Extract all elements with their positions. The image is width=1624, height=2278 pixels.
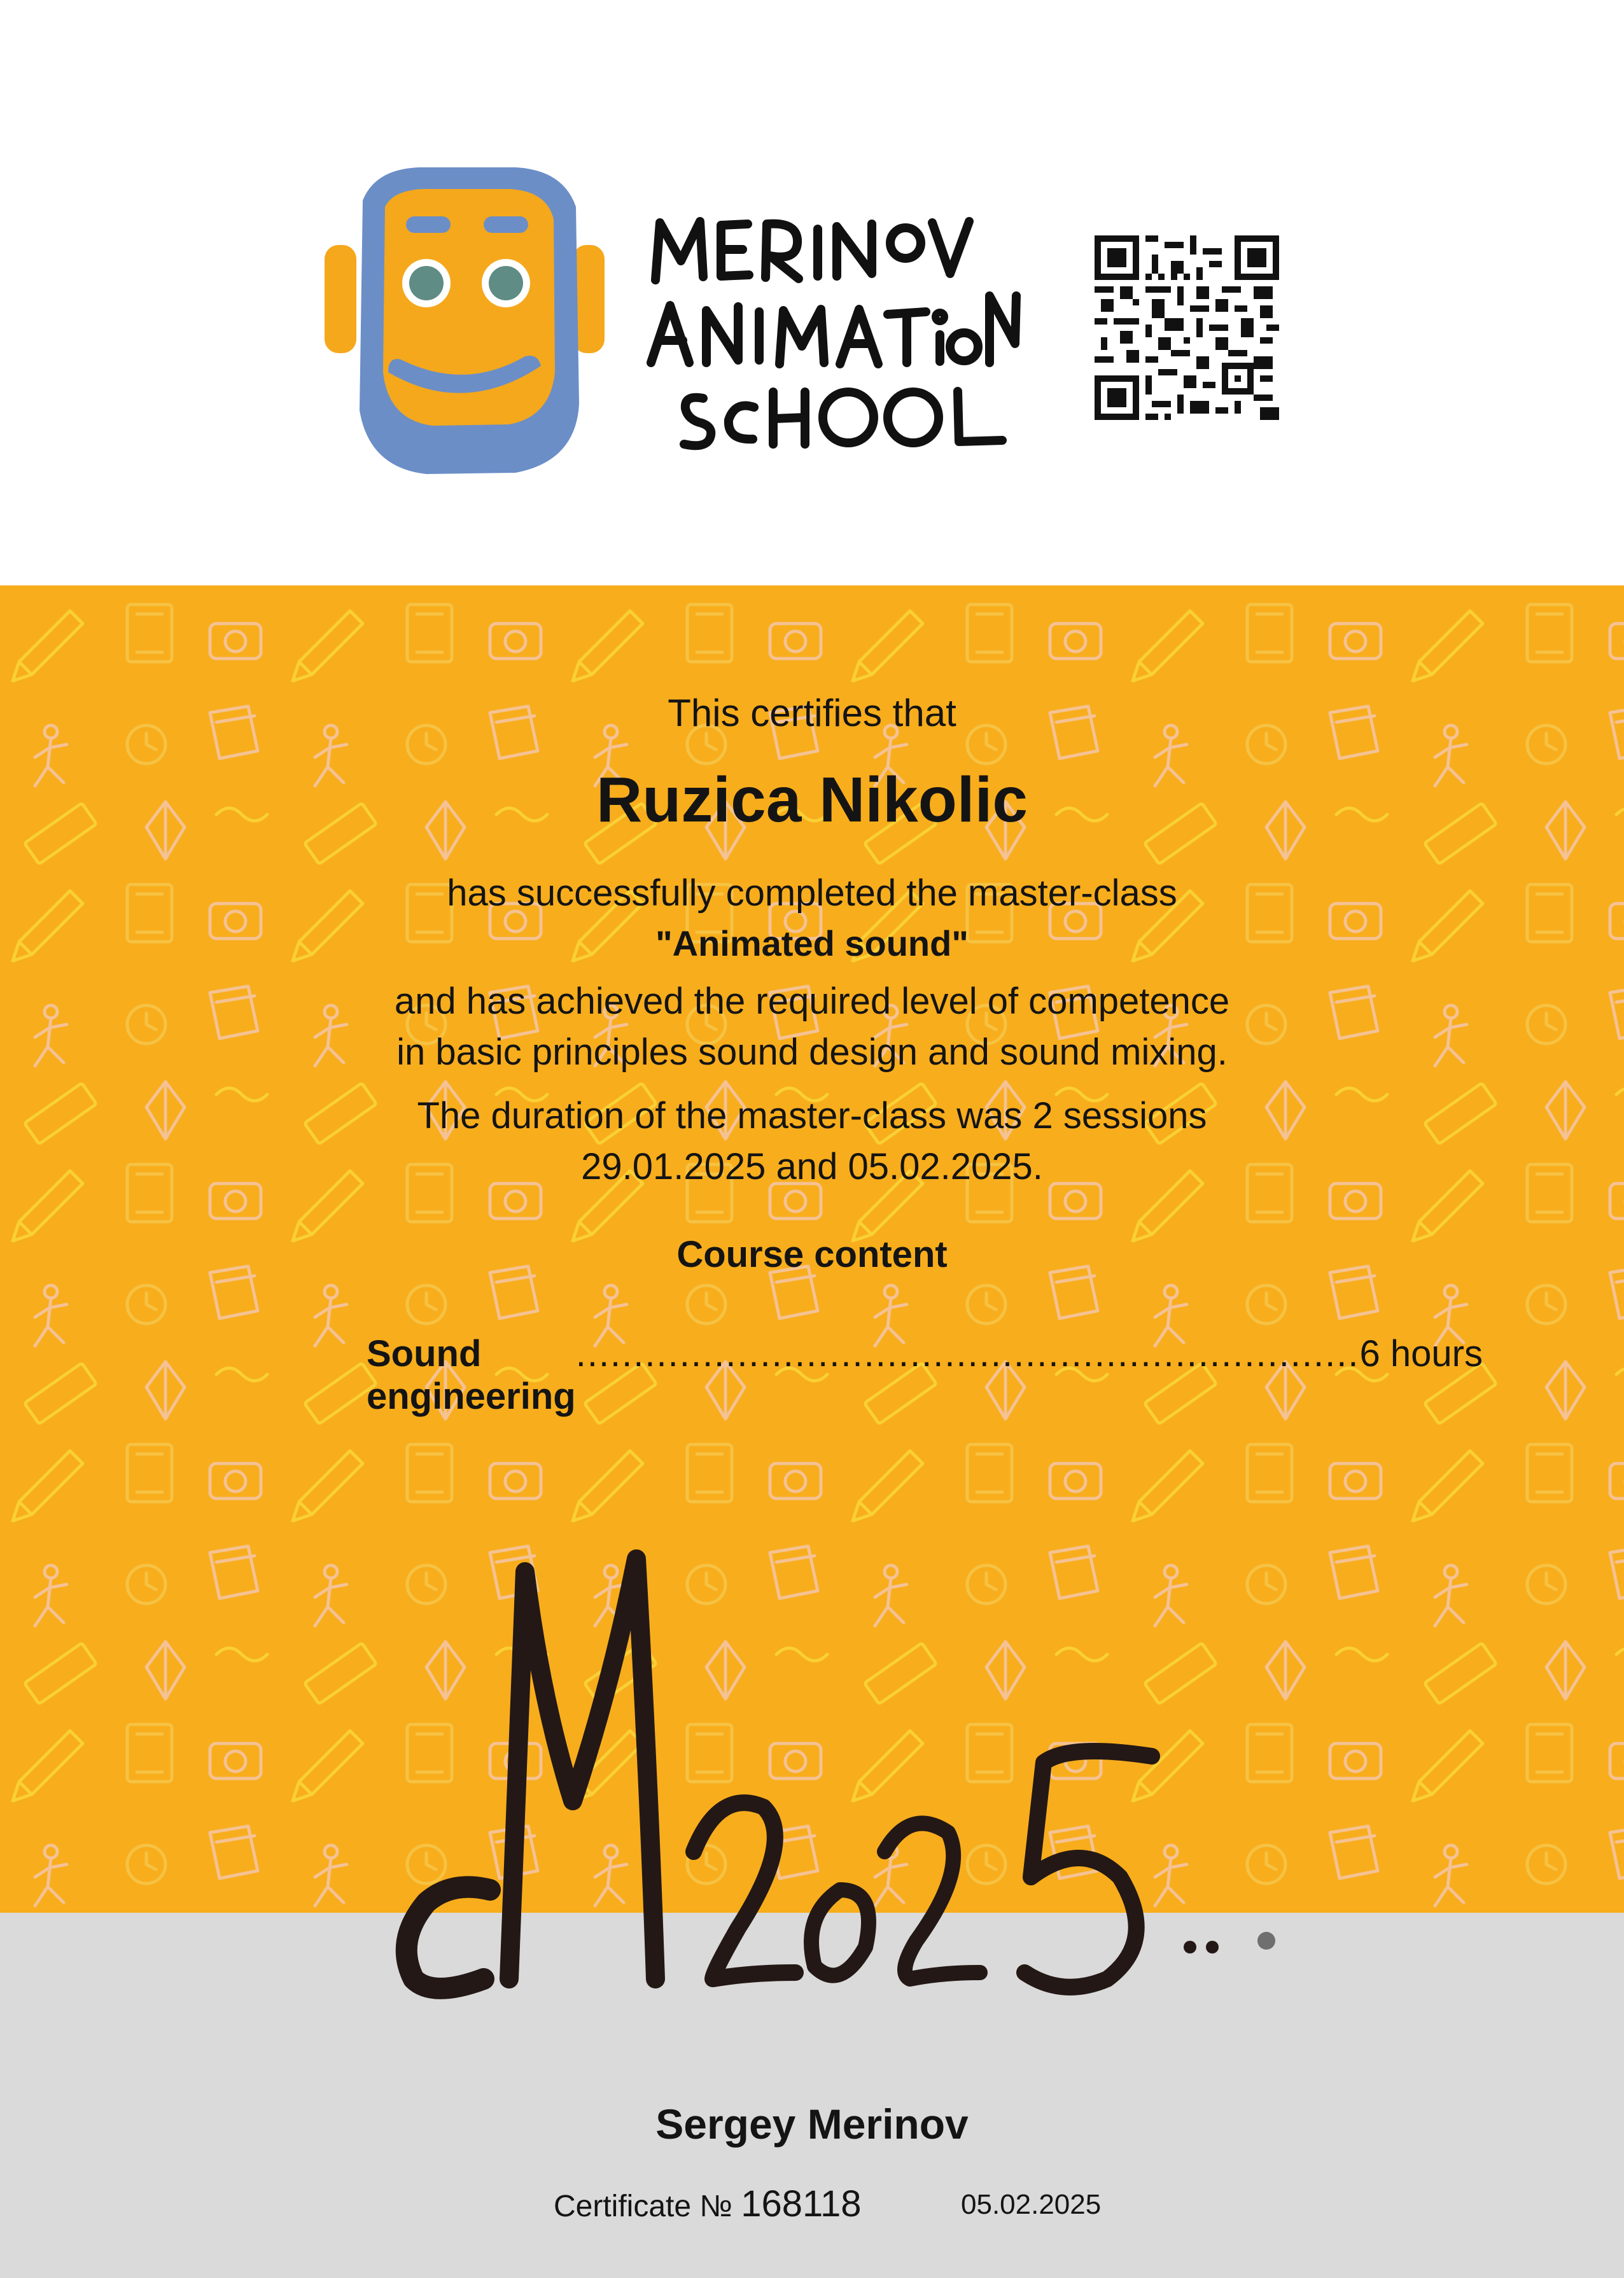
- completion-statement: has successfully completed the master-class: [447, 872, 1177, 914]
- course-module-row: [367, 1332, 1483, 1417]
- course-content-heading: Course content: [676, 1234, 948, 1275]
- session-dates: 29.01.2025 and 05.02.2025.: [581, 1146, 1043, 1187]
- module-dot-leader: ....................................................................: [575, 1333, 1360, 1374]
- course-title: "Animated sound": [655, 923, 969, 963]
- competence-statement: and has achieved the required level of competence: [394, 981, 1230, 1022]
- competence-subject: in basic principles sound design and sound mixing.: [396, 1031, 1228, 1073]
- handwritten-signature: [356, 1534, 1298, 2004]
- module-hours: 6 hours: [1359, 1333, 1483, 1374]
- robot-face-logo-icon: [325, 162, 605, 480]
- qr-code-icon: [1095, 235, 1279, 420]
- recipient-name: Ruzica Nikolic: [596, 764, 1028, 835]
- certificate-number: 168118: [741, 2183, 862, 2225]
- certifies-intro: This certifies that: [668, 692, 956, 734]
- school-logo-wordmark: [646, 210, 1028, 452]
- certificate-header: [0, 0, 1624, 585]
- certificate-number-line: [554, 2183, 862, 2225]
- duration-statement: The duration of the master-class was 2 sessions: [417, 1095, 1207, 1136]
- signer-name: Sergey Merinov: [655, 2100, 969, 2148]
- module-name: Sound engineering: [367, 1333, 576, 1417]
- certificate-date: 05.02.2025: [961, 2189, 1102, 2220]
- certificate-number-label: Certificate №: [554, 2190, 732, 2223]
